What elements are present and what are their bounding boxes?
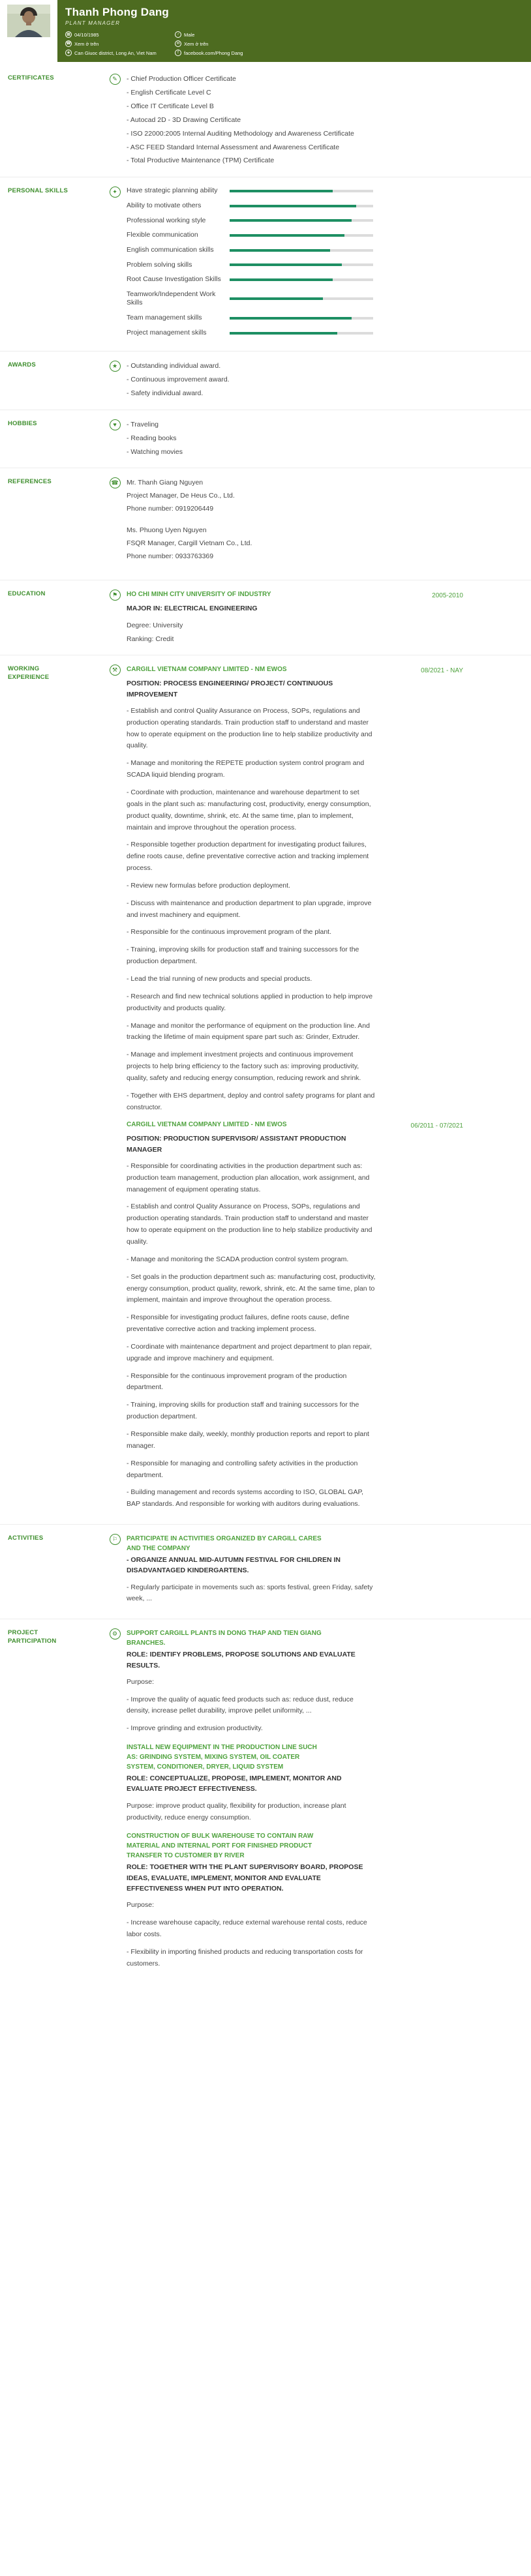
job-bullet: - Responsible for the continuous improvement program of the production department.	[127, 1371, 347, 1392]
job-bullet: - Responsible for the continuous improvement program of the plant.	[127, 928, 332, 936]
experience-content	[127, 665, 463, 1516]
skill-name: Teamwork/Independent Work Skills	[127, 290, 216, 307]
job-bullet: - Building management and records systems according to ISO, GLOBAL GAP, BAP standards. And responsible for working with auditors during evaluations.	[127, 1488, 364, 1508]
activity-item: - Regularly participate in movements such as: sports festival, green Friday, safety week, ...	[127, 1583, 373, 1603]
job-bullet: - Lead the trial running of new products and special products.	[127, 974, 312, 983]
award-icon: ★	[110, 361, 121, 372]
certificate-item: - Autocad 2D - 3D Drawing Certificate	[127, 115, 241, 124]
award-item: - Outstanding individual award.	[127, 362, 221, 370]
project-paragraph: - Improve the quality of aquatic feed products such as: reduce dust, reduce density, increase pellet durability, improve pellet uniformity, ...	[127, 1695, 354, 1715]
skill-name: English communication skills	[127, 245, 214, 254]
gender-icon: ♂	[175, 31, 181, 38]
section-awards	[0, 351, 531, 410]
skill-bar-track	[230, 317, 373, 320]
skill-row	[127, 246, 463, 255]
hobby-icon: ♥	[110, 419, 121, 430]
contact-dob	[65, 31, 168, 38]
job-bullet: - Manage and monitoring the SCADA production control system program.	[127, 1255, 349, 1263]
activities-list	[127, 1582, 463, 1606]
gender-value: Male	[184, 31, 195, 38]
references-icon-cell	[103, 477, 127, 488]
skill-row	[127, 275, 463, 284]
job-bullet: - Responsible make daily, weekly, monthly production reports and report to plant manager.	[127, 1430, 369, 1450]
job-bullet: - Responsible for investigating product failures, define roots cause, define preventative corrective action and tracking implement process.	[127, 1313, 350, 1334]
awards-list	[127, 361, 463, 400]
photo-column	[0, 0, 57, 62]
phone-icon: ☎	[66, 42, 71, 46]
contact-address	[65, 50, 168, 56]
skill-row	[127, 231, 463, 240]
facebook-value: facebook.com/Phong Dang	[184, 50, 243, 56]
job-bullet-list	[127, 706, 463, 1113]
job-bullet: - Establish and control Quality Assurance on Process, SOPs, regulations and production operating standards. Train production staff to understand and master how to operate equipment on the production line to help stabilize productivity and quality.	[127, 706, 372, 750]
email-value: Xem ở trên	[184, 40, 209, 47]
mail-icon: ✉	[175, 40, 181, 47]
location-icon: ◈	[65, 50, 72, 56]
education-header	[127, 590, 463, 601]
contact-phone	[65, 40, 168, 47]
projects-icon-cell	[103, 1628, 127, 1640]
phone-value: Xem ở trên	[74, 40, 99, 47]
calendar-icon: ▦	[65, 31, 72, 38]
skills-icon: ✦	[110, 187, 121, 198]
profile-photo	[7, 5, 50, 37]
reference-name: Ms. Phuong Uyen Nguyen	[127, 526, 207, 534]
contact-email	[175, 40, 521, 47]
certificates-icon-cell	[103, 74, 127, 85]
project-paragraphs	[127, 1900, 463, 1969]
award-item: - Safety individual award.	[127, 389, 204, 398]
skill-bar-fill	[230, 297, 323, 300]
certificate-item: - ISO 22000:2005 Internal Auditing Methodology and Awareness Certificate	[127, 129, 354, 138]
skill-bar-track	[230, 219, 373, 222]
reference-phone: Phone number: 0919206449	[127, 505, 214, 513]
job-bullet: - Establish and control Quality Assurance on Process, SOPs, regulations and production operating standards. Train production staff to understand and master how to operate equipment on the production line to help stabilize productivity and quality.	[127, 1203, 372, 1246]
skill-name: Flexible communication	[127, 231, 198, 239]
award-item: - Continuous improvement award.	[127, 376, 230, 384]
company-name: CARGILL VIETNAM COMPANY LIMITED - NM EWOS	[127, 666, 287, 674]
company-name: CARGILL VIETNAM COMPANY LIMITED - NM EWOS	[127, 1121, 287, 1129]
job-bullet: - Training, improving skills for production staff and training successors for the production department.	[127, 946, 359, 966]
awards-section-title: AWARDS	[8, 361, 36, 369]
job-header	[127, 1120, 463, 1131]
skill-name: Team management skills	[127, 314, 202, 322]
section-certificates	[0, 65, 531, 177]
contact-gender	[175, 31, 521, 38]
project-paragraph: Purpose:	[127, 1901, 155, 1910]
job-position: POSITION: PROCESS ENGINEERING/ PROJECT/ CONTINUOUS IMPROVEMENT	[127, 680, 333, 698]
cv-header	[0, 0, 531, 62]
projects-section-title: PROJECT PARTICIPATION	[8, 1629, 57, 1645]
project-paragraphs	[127, 1677, 463, 1735]
education-degree: Degree: University	[127, 621, 183, 629]
skills-icon-cell	[103, 187, 127, 198]
education-period: 2005-2010	[432, 592, 463, 600]
hobby-item: - Watching movies	[127, 447, 183, 456]
hobbies-list	[127, 419, 463, 458]
certificate-icon: ✎	[110, 74, 121, 85]
job-bullet: - Set goals in the production department such as: manufacturing cost, productivity, energy consumption, product quality, rework, shrink, etc. At the same time, plan to implement, maintain and improve throughout the operation process.	[127, 1272, 376, 1304]
personal-skills-section-title: PERSONAL SKILLS	[8, 187, 68, 195]
awards-icon-cell	[103, 361, 127, 372]
section-education	[0, 580, 531, 655]
section-references	[0, 468, 531, 580]
reference-entry	[127, 525, 463, 563]
skill-row	[127, 202, 463, 211]
skill-bar-track	[230, 332, 373, 335]
certificate-item: - Office IT Certificate Level B	[127, 102, 214, 111]
references-section-title: REFERENCES	[8, 478, 52, 486]
profile-photo-placeholder	[7, 5, 50, 37]
hobbies-content	[127, 419, 463, 460]
skill-row	[127, 329, 463, 338]
skill-bar-fill	[230, 205, 356, 207]
project-entry-2	[127, 1743, 463, 1823]
skill-bar-fill	[230, 332, 337, 335]
awards-content	[127, 361, 463, 402]
section-personal-skills	[0, 177, 531, 351]
section-hobbies	[0, 410, 531, 468]
project-paragraph: Purpose: improve product quality, flexibility for production, increase plant productivity, reduce energy consumption.	[127, 1801, 346, 1821]
education-icon: ⚑	[110, 590, 121, 601]
skill-bar-fill	[230, 317, 352, 320]
job-bullet: - Responsible for coordinating activities in the production department such as: production team management, production plan allocation, work assignment, and management of equipment operating status.	[127, 1161, 370, 1193]
reference-name: Mr. Thanh Giang Nguyen	[127, 479, 204, 487]
project-role: ROLE: CONCEPTUALIZE, PROPOSE, IMPLEMENT, MONITOR AND EVALUATE PROJECT EFFECTIVENESS.	[127, 1775, 342, 1793]
project-paragraph: - Improve grinding and extrusion productivity.	[127, 1724, 263, 1733]
skill-bar-fill	[230, 278, 333, 281]
certificate-item: - English Certificate Level C	[127, 89, 211, 97]
references-icon: ☎	[110, 477, 121, 488]
activities-section-title: ACTIVITIES	[8, 1535, 44, 1542]
certificate-item: - Chief Production Officer Certificate	[127, 75, 236, 83]
certificates-list	[127, 74, 463, 167]
candidate-name: Thanh Phong Dang	[65, 6, 170, 18]
job-bullet: - Responsible for managing and controlling safety activities in the production department.	[127, 1459, 358, 1479]
skill-row	[127, 217, 463, 226]
section-working-experience	[0, 655, 531, 1524]
project-paragraphs	[127, 1801, 463, 1824]
personal-skills-content	[127, 187, 463, 343]
reference-role: FSQR Manager, Cargill Vietnam Co., Ltd.	[127, 539, 252, 547]
address-value: Can Giuoc district, Long An, Viet Nam	[74, 50, 157, 56]
skill-name: Root Cause Investigation Skills	[127, 275, 221, 284]
project-icon: ⚙	[110, 1628, 121, 1640]
job-bullet: - Together with EHS department, deploy and control safety programs for plant and constructor.	[127, 1091, 375, 1111]
skill-name: Have strategic planning ability	[127, 187, 218, 195]
job-bullet: - Review new formulas before production deployment.	[127, 881, 290, 890]
activities-icon: ⚐	[110, 1534, 121, 1545]
job-period: 08/2021 - NAY	[421, 667, 463, 675]
job-bullet: - Discuss with maintenance and production department to plan upgrade, improve and invest machinery and equipment.	[127, 899, 372, 919]
education-icon-cell	[103, 590, 127, 601]
facebook-icon: f	[175, 50, 181, 56]
project-title: INSTALL NEW EQUIPMENT IN THE PRODUCTION LINE SUCH AS: GRINDING SYSTEM, MIXING SYSTEM, OIL COATER SYSTEM, CONDITIONER, DRYER, LIQUID SYSTEM	[127, 1744, 317, 1771]
skill-row	[127, 187, 463, 196]
project-role: ROLE: TOGETHER WITH THE PLANT SUPERVISORY BOARD, PROPOSE IDEAS, EVALUATE, IMPLEMENT, MONITOR AND EVALUATE EFFECTIVENESS WHEN PUT INTO OPERATION.	[127, 1863, 363, 1893]
project-entry-3	[127, 1831, 463, 1969]
candidate-job-title: PLANT MANAGER	[65, 20, 121, 27]
skill-row	[127, 314, 463, 323]
job-bullet: - Coordinate with production, maintenance and warehouse department to set goals in the plant such as: manufacturing cost, productivity, energy consumption, product quality, downtime, shrink, etc. At the same time, plan to implement, maintain and improve throughout the operation process.	[127, 788, 371, 831]
project-paragraph: Purpose:	[127, 1677, 155, 1686]
skill-bar-fill	[230, 219, 352, 222]
job-bullet: - Manage and implement investment projects and continuous improvement projects to help bring efficiency to the factory such as: improving productivity, quality, safety and reducing energy consumption, reducing rework and shrink.	[127, 1051, 361, 1082]
hobbies-icon-cell	[103, 419, 127, 430]
skill-name: Professional working style	[127, 216, 206, 224]
skill-bar-track	[230, 278, 373, 281]
references-list	[127, 477, 463, 562]
job-header	[127, 665, 463, 676]
projects-content	[127, 1628, 463, 1975]
cv-body	[0, 62, 531, 2003]
skill-name: Project management skills	[127, 328, 207, 337]
skills-list	[127, 187, 463, 337]
skill-bar-fill	[230, 249, 330, 252]
section-activities	[0, 1524, 531, 1619]
hobbies-section-title: HOBBIES	[8, 419, 37, 427]
certificates-content	[127, 74, 463, 169]
activities-heading: PARTICIPATE IN ACTIVITIES ORGANIZED BY CARGILL CARES AND THE COMPANY	[127, 1535, 322, 1553]
job-period: 06/2011 - 07/2021	[410, 1122, 463, 1130]
education-ranking: Ranking: Credit	[127, 635, 174, 643]
dob-value: 04/10/1985	[74, 31, 99, 38]
project-title: SUPPORT CARGILL PLANTS IN DONG THAP AND TIEN GIANG BRANCHES.	[127, 1630, 322, 1647]
references-content	[127, 477, 463, 572]
skill-bar-track	[230, 190, 373, 192]
briefcase-icon: ⚒	[110, 665, 121, 676]
hobby-item: - Reading books	[127, 434, 177, 442]
activities-icon-cell	[103, 1534, 127, 1545]
project-title: CONSTRUCTION OF BULK WAREHOUSE TO CONTAIN RAW MATERIAL AND INTERNAL PORT FOR FINISHED PRODUCT TRANSFER TO CUSTOMER BY RIVER	[127, 1833, 314, 1860]
project-role: ROLE: IDENTIFY PROBLEMS, PROPOSE SOLUTIONS AND EVALUATE RESULTS.	[127, 1651, 356, 1670]
certificate-item: - ASC FEED Standard Internal Assessment and Awareness Certificate	[127, 143, 340, 151]
job-bullet: - Manage and monitoring the REPETE production system control program and SCADA liquid blending program.	[127, 759, 365, 779]
job-entry-2	[127, 1120, 463, 1510]
skill-bar-fill	[230, 234, 344, 237]
project-entry-1	[127, 1628, 463, 1735]
contact-facebook	[175, 50, 521, 56]
reference-entry	[127, 477, 463, 515]
project-paragraph: - Flexibility in importing finished products and reducing transportation costs for customers.	[127, 1947, 363, 1968]
certificate-item: - Total Productive Maintenance (TPM) Certificate	[127, 157, 275, 165]
skill-bar-fill	[230, 190, 333, 192]
certificates-section-title: CERTIFICATES	[8, 74, 54, 82]
job-bullet: - Responsible together production department for investigating product failures, define roots cause, define preventative corrective action and tracking implement process.	[127, 841, 369, 873]
skill-bar-track	[230, 249, 373, 252]
section-project-participation	[0, 1619, 531, 1983]
header-band	[57, 0, 531, 62]
education-content	[127, 590, 463, 647]
skill-bar-track	[230, 263, 373, 266]
hobby-item: - Traveling	[127, 420, 159, 428]
job-entry-1	[127, 665, 463, 1113]
school-name: HO CHI MINH CITY UNIVERSITY OF INDUSTRY	[127, 591, 271, 599]
skill-row	[127, 290, 463, 308]
skill-bar-track	[230, 234, 373, 237]
skill-row	[127, 261, 463, 270]
activities-content	[127, 1534, 463, 1611]
job-bullet: - Coordinate with maintenance department and project department to plan repair, upgrade and improve machinery and equipment.	[127, 1342, 372, 1362]
job-bullet: - Research and find new technical solutions applied in production to help improve productivity and products quality.	[127, 992, 373, 1012]
skill-name: Problem solving skills	[127, 260, 192, 269]
job-bullet: - Manage and monitor the performance of equipment on the production line. And tracking the lifetime of main equipment spare part such as: Grinder, Extruder.	[127, 1021, 370, 1041]
project-paragraph: - Increase warehouse capacity, reduce external warehouse rental costs, reduce labor costs.	[127, 1919, 367, 1938]
job-bullet-list	[127, 1161, 463, 1510]
activities-highlight: - ORGANIZE ANNUAL MID-AUTUMN FESTIVAL FOR CHILDREN IN DISADVANTAGED KINDERGARTENS.	[127, 1556, 341, 1575]
skill-bar-track	[230, 297, 373, 300]
experience-icon-cell	[103, 665, 127, 676]
skill-bar-track	[230, 205, 373, 207]
job-bullet: - Training, improving skills for production staff and training successors for the production department.	[127, 1401, 359, 1421]
job-position: POSITION: PRODUCTION SUPERVISOR/ ASSISTANT PRODUCTION MANAGER	[127, 1135, 346, 1154]
experience-section-title: WORKING EXPERIENCE	[8, 665, 50, 681]
contact-info	[65, 31, 521, 56]
reference-role: Project Manager, De Heus Co., Ltd.	[127, 492, 235, 500]
education-major: MAJOR IN: ELECTRICAL ENGINEERING	[127, 605, 258, 613]
education-section-title: EDUCATION	[8, 590, 46, 598]
skill-bar-fill	[230, 263, 342, 266]
reference-phone: Phone number: 0933763369	[127, 552, 214, 560]
skill-name: Ability to motivate others	[127, 201, 202, 209]
